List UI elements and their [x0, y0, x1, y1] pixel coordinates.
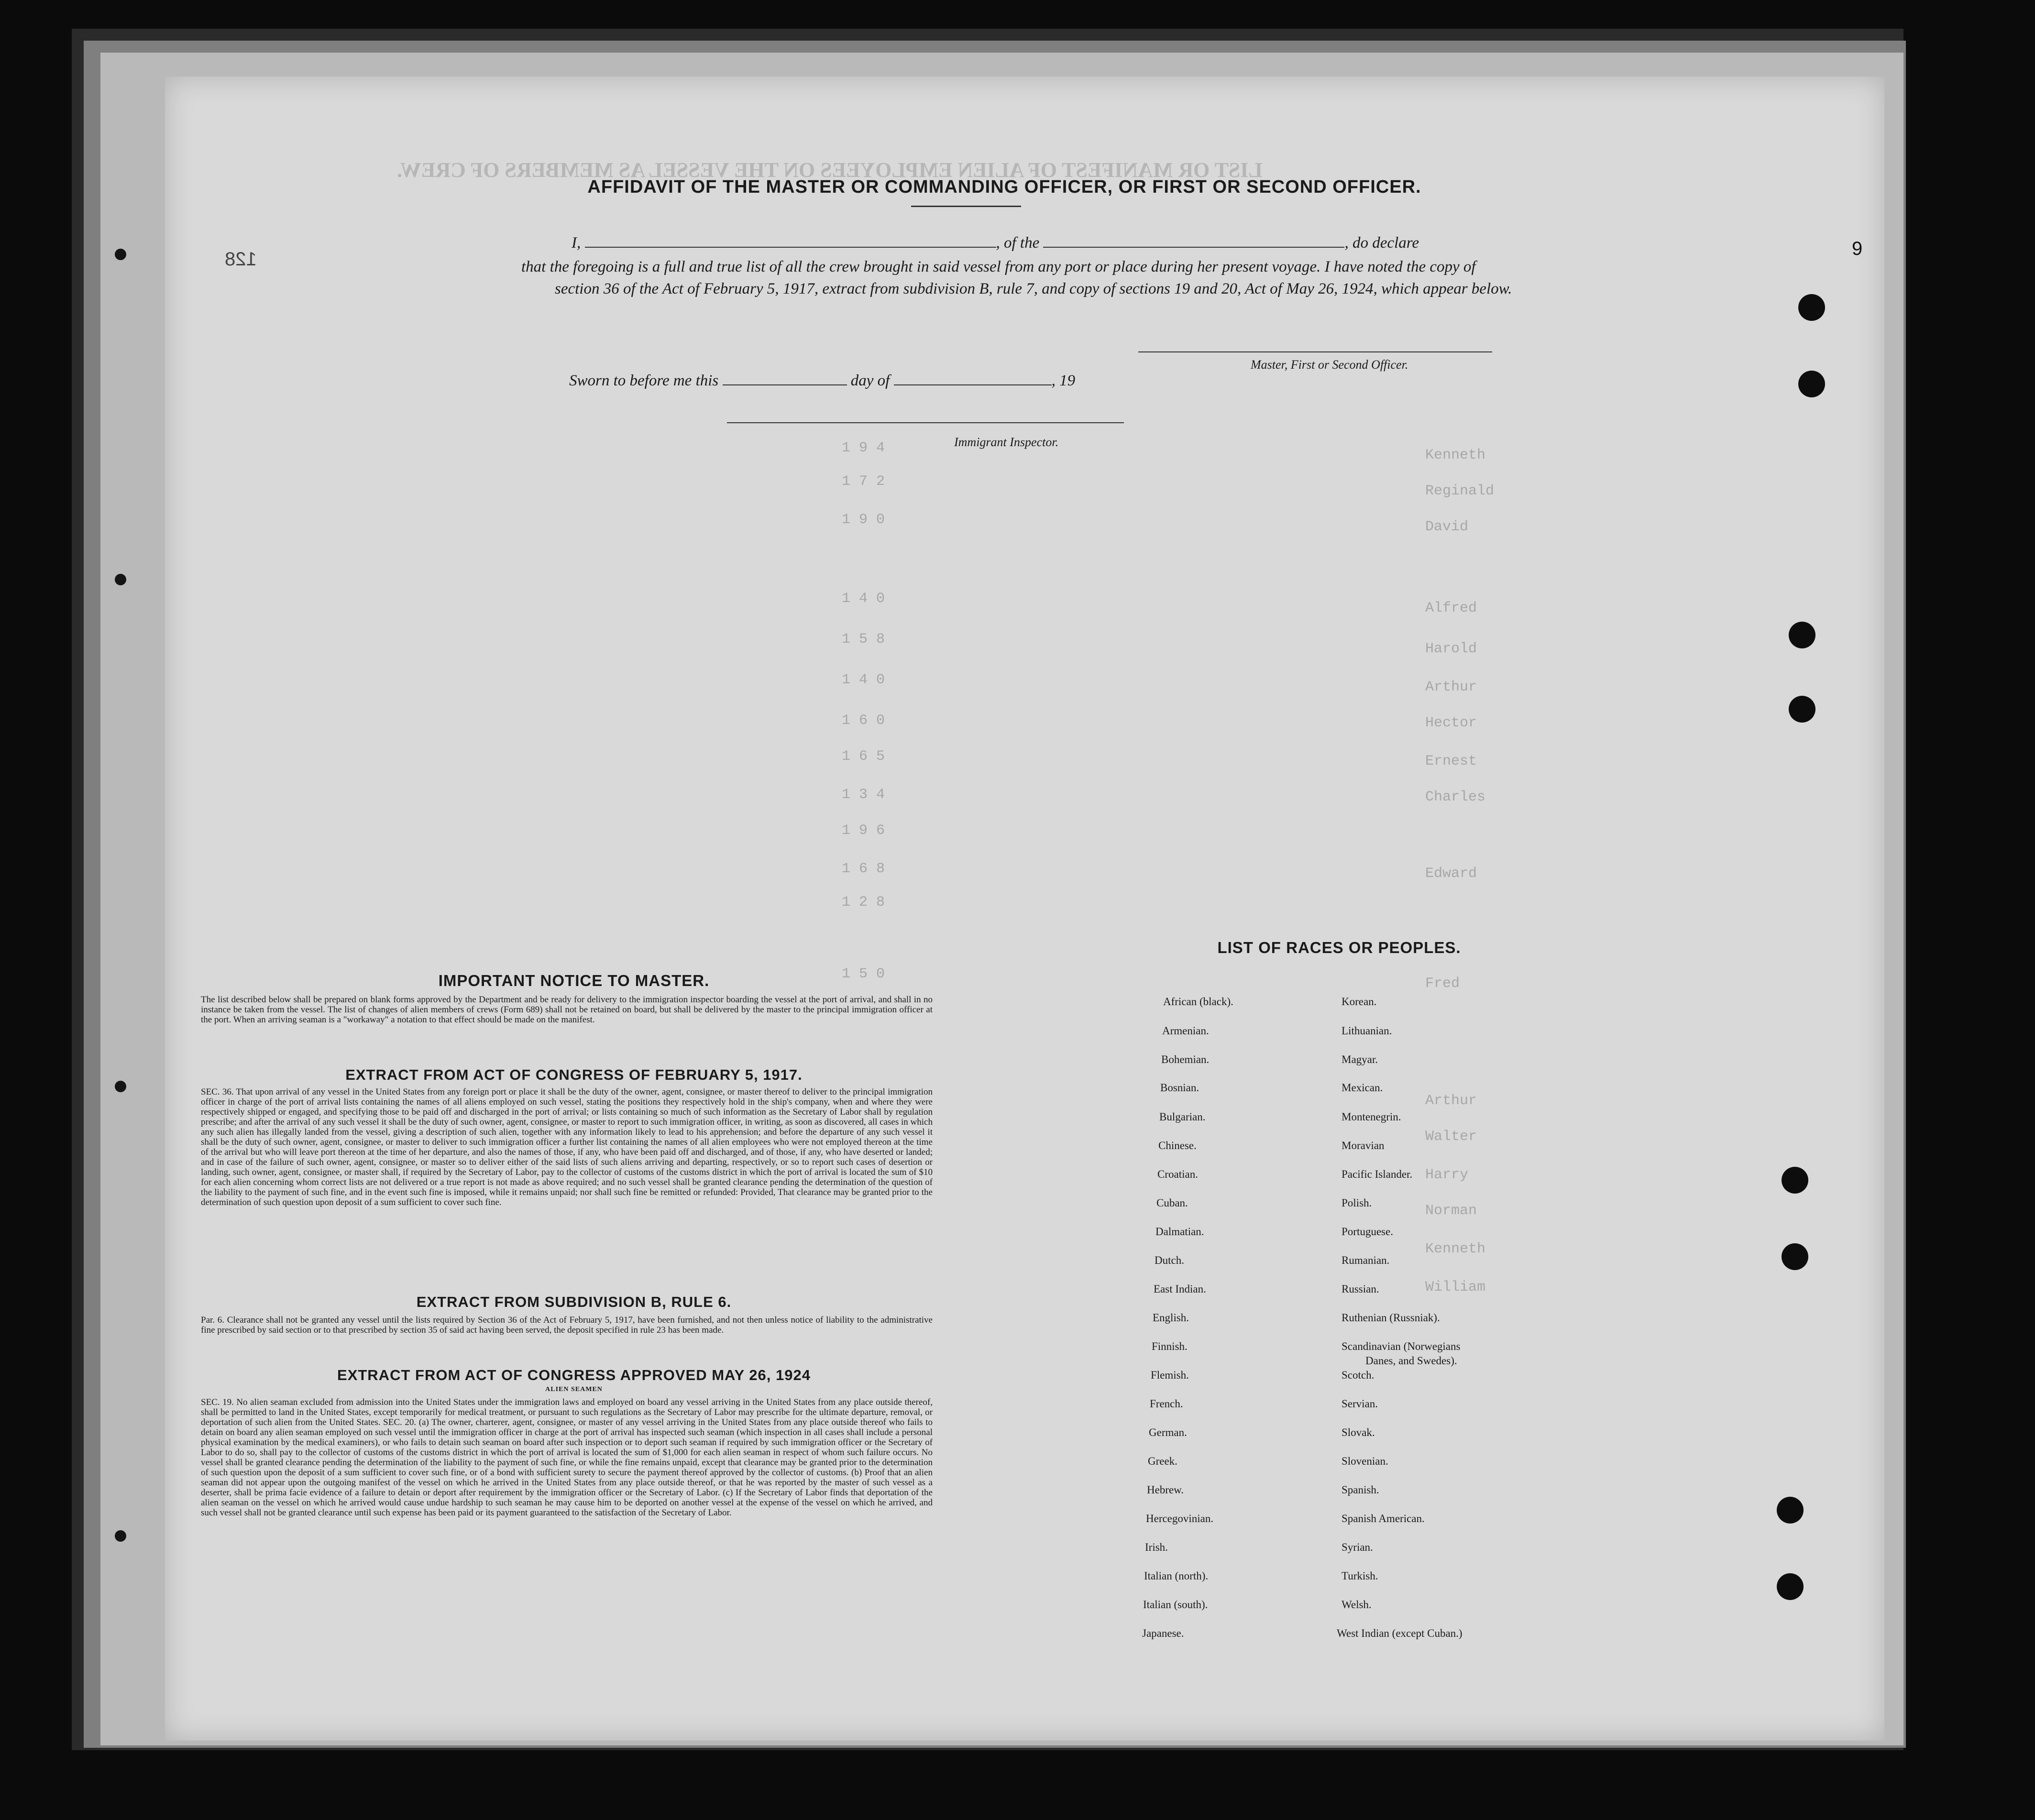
officer-caption: Master, First or Second Officer. — [1251, 358, 1408, 372]
title-divider — [911, 206, 1021, 207]
races-title: LIST OF RACES OR PEOPLES. — [1217, 939, 1461, 956]
bleed-through-name: Harold — [1425, 641, 1477, 657]
sworn-date-blank — [723, 372, 847, 385]
race-item: Lithuanian. — [1342, 1025, 1392, 1037]
race-item: Greek. — [1148, 1455, 1177, 1467]
race-item: Bulgarian. — [1159, 1111, 1206, 1123]
race-item: Cuban. — [1156, 1197, 1188, 1209]
bleed-through-name: Arthur — [1425, 679, 1477, 695]
punch-hole-right — [1798, 294, 1825, 321]
bleed-through-name: Kenneth — [1425, 447, 1486, 463]
bleed-through-age: 1 5 0 — [842, 966, 885, 982]
bleed-through-age: 1 4 0 — [842, 591, 885, 607]
sworn-prefix: Sworn to before me this — [569, 372, 719, 389]
race-item: Dalmatian. — [1155, 1226, 1204, 1238]
bleed-through-age: 1 7 2 — [842, 473, 885, 490]
race-item: Moravian — [1342, 1140, 1385, 1151]
bleed-through-name: Walter — [1425, 1129, 1477, 1145]
extract-1917-text: SEC. 36. That upon arrival of any vessel in the United States from any foreign port or place it shall be the duty of the owner, agent, consignee, or master thereof to deliver to the principal immigration officer in charge of the port of arrival lists containing the names of all aliens employed on such vessel, stating the positions they respectively hold in the ship's company, when and where they were respectively shipped or engaged, and specifying those to be paid off and discharged in the port of arrival; or lists containing so much of such information as the Secretary of Labor shall by regulation prescribe; and after the arrival of any such vessel it shall be the duty of such owner, agent, consignee, or master to report to such immigration officer, in writing, as soon as discovered, all cases in which any such alien has illegally landed from the vessel, giving a description of such alien, together with any information likely to lead to his apprehension; and before the departure of any such vessel it shall be the duty of such owner, agent, consignee, or master to deliver to such immigration officer a further list containing the names of all alien employees who were not employed thereon at the time of the arrival but who will leave port thereon at the time of her departure, and also the names of those, if any, who have been paid off and discharged, and of those, if any, who have deserted or landed; and in case of the failure of such owner, agent, consignee, or master so to deliver either of the said lists of such aliens arriving and departing, respectively, or so to report such cases of desertion or landing, such owner, agent, consignee, or master shall, if required by the Secretary of Labor, pay to the collector of customs of the customs district in which the port of arrival is located the sum of $10 for each alien concerning whom correct lists are not delivered or a true report is not made as above required; and no such vessel shall be granted clearance pending the determination of the question of the liability to the payment of such fine, and in the event such fine is imposed, while it remains unpaid; nor shall such fine be remitted or refunded: Provided, That clearance may be granted prior to the determination of such question upon deposit of a sum sufficient to cover such fine. — [201, 1087, 933, 1207]
race-item: German. — [1149, 1426, 1187, 1438]
bleed-through-age: 1 2 8 — [842, 894, 885, 910]
affidavit-declaration-line — [572, 234, 1419, 252]
race-item: Croatian. — [1157, 1168, 1198, 1180]
affidavit-paragraph: that the foregoing is a full and true list of all the crew brought in said vessel from any port or place during her present voyage. I have noted the copy of section 36 of the Act of February 5, 1917, extract from subdivision B, rule 7, and copy of sections 19 and 20, Act of May 26, 1924, which appear below. — [521, 258, 1512, 297]
punch-hole-right — [1789, 696, 1815, 723]
extract-1924-text: SEC. 19. No alien seaman excluded from admission into the United States under the immigration laws and employed on board any vessel arriving in the United States from any place outside thereof, shall be permitted to land in the United States, except temporarily for medical treatment, or pursuant to such regulations as the Secretary of Labor may prescribe for the ultimate departure, removal, or deportation of such alien from the United States. SEC. 20. (a) The owner, charterer, agent, consignee, or master of any vessel arriving in the United States from any place outside thereof who fails to detain on board any alien seaman employed on such vessel until the immigration officer in charge at the port of arrival has inspected such seaman (which inspection in all cases shall include a personal physical examination by the medical examiners), or who fails to detain such seaman on board after such inspection or to deport such seaman if required by such immigration officer or the Secretary of Labor to do so, shall pay to the collector of customs of the customs district in which the port of arrival is located the sum of $1,000 for each alien seaman in respect of whom such failure occurs. No vessel shall be granted clearance pending the determination of the liability to the payment of such fine, or while the fine remains unpaid, except that clearance may be granted prior to the determination of such question upon the deposit of a sum sufficient to cover such fine, or of a bond with sufficient surety to secure the payment thereof approved by the collector of customs. (b) Proof that an alien seaman did not appear upon the outgoing manifest of the vessel on which he arrived in the United States from any place outside thereof, or that he was reported by the master of such vessel as a deserter, shall be prima facie evidence of a failure to detain or deport after requirement by the immigration officer or the Secretary of Labor. (c) If the Secretary of Labor finds that deportation of the alien seaman on the vessel on which he arrived would cause undue hardship to such seaman he may cause him to be deported on another vessel at the expense of the vessel on which he arrived, and such vessel shall not be granted clearance until such expense has been paid or its payment guaranteed to the satisfaction of the Secretary of Labor. — [201, 1397, 933, 1518]
race-item: Hercegovinian. — [1146, 1513, 1214, 1524]
bleed-through-name: Fred — [1425, 976, 1460, 992]
bleed-through-name: Charles — [1425, 789, 1486, 805]
race-item: Polish. — [1342, 1197, 1372, 1209]
bleed-through-name: Alfred — [1425, 600, 1477, 616]
rule6-text: Par. 6. Clearance shall not be granted any vessel until the lists required by Section 36 of the Act of February 5, 1917, have been furnished, and not then unless notice of liability to the administrative fine prescribed by said section or to that prescribed by section 35 of said act having been served, the deposit specified in rule 23 has been made. — [201, 1315, 933, 1335]
race-item: Bohemian. — [1161, 1053, 1210, 1065]
alien-seamen-subheading: ALIEN SEAMEN — [545, 1386, 603, 1393]
race-item: Armenian. — [1162, 1025, 1209, 1037]
race-item: Welsh. — [1342, 1599, 1372, 1611]
notice-title: IMPORTANT NOTICE TO MASTER. — [438, 972, 710, 989]
sworn-line — [569, 372, 1075, 390]
binder-hole-left — [115, 574, 126, 585]
inspector-signature-line — [727, 422, 1124, 423]
officer-signature-line — [1138, 351, 1492, 352]
affidavit-declare-label: , do declare — [1344, 234, 1419, 252]
bleed-through-name: Ernest — [1425, 753, 1477, 769]
race-item: Rumanian. — [1342, 1254, 1390, 1266]
race-item: Montenegrin. — [1342, 1111, 1401, 1123]
race-item: Slovenian. — [1342, 1455, 1388, 1467]
punch-hole-right — [1789, 622, 1815, 648]
race-item: Servian. — [1342, 1398, 1378, 1410]
race-item: Japanese. — [1142, 1627, 1184, 1639]
extract-1917-title: EXTRACT FROM ACT OF CONGRESS OF FEBRUARY 5, 1917. — [345, 1066, 803, 1083]
race-item: Scandinavian (Norwegians — [1342, 1340, 1461, 1352]
race-item: Flemish. — [1151, 1369, 1189, 1381]
bleed-through-age: 1 9 6 — [842, 822, 885, 839]
sworn-day-of: day of — [850, 372, 890, 389]
punch-hole-right — [1777, 1573, 1804, 1600]
race-item: Dutch. — [1155, 1254, 1184, 1266]
extract-1924-title: EXTRACT FROM ACT OF CONGRESS APPROVED MAY 26, 1924 — [337, 1367, 811, 1383]
race-item: Ruthenian (Russniak). — [1342, 1312, 1440, 1324]
race-item: Bosnian. — [1160, 1082, 1199, 1094]
affidavit-of-the-label: , of the — [996, 234, 1040, 252]
officer-name-blank — [585, 234, 996, 248]
race-item: Russian. — [1342, 1283, 1379, 1295]
race-item: Spanish. — [1342, 1484, 1379, 1496]
sworn-year: , 19 — [1051, 372, 1076, 389]
page-mark: 128 — [225, 249, 257, 270]
bleed-through-name: Hector — [1425, 715, 1477, 731]
sworn-month-blank — [894, 372, 1052, 385]
bleed-through-name: Arthur — [1425, 1093, 1477, 1109]
affidavit-i-label: I, — [572, 234, 581, 252]
bleed-through-name: Kenneth — [1425, 1241, 1486, 1257]
bleed-through-name: David — [1425, 519, 1469, 535]
bleed-through-age: 1 9 0 — [842, 512, 885, 528]
race-item: Finnish. — [1152, 1340, 1188, 1352]
page-mark: 9 — [1852, 238, 1863, 259]
rule6-title: EXTRACT FROM SUBDIVISION B, RULE 6. — [416, 1294, 732, 1310]
inspector-caption: Immigrant Inspector. — [954, 435, 1059, 449]
vessel-name-blank — [1043, 234, 1344, 248]
binder-hole-left — [115, 1530, 126, 1542]
race-item: East Indian. — [1154, 1283, 1206, 1295]
punch-hole-right — [1782, 1243, 1808, 1270]
bleed-through-age: 1 6 0 — [842, 713, 885, 729]
race-item: Syrian. — [1342, 1541, 1373, 1553]
bleed-through-name: Harry — [1425, 1167, 1469, 1183]
bleed-through-age: 1 6 8 — [842, 861, 885, 877]
punch-hole-right — [1777, 1497, 1804, 1524]
race-item: Danes, and Swedes). — [1365, 1355, 1457, 1367]
bleed-through-age: 1 6 5 — [842, 748, 885, 765]
race-item: Chinese. — [1158, 1140, 1197, 1151]
bleed-through-name: Edward — [1425, 866, 1477, 882]
notice-text: The list described below shall be prepared on blank forms approved by the Department and be ready for delivery to the immigration inspector boarding the vessel at the port of arrival, and shall in no instance be taken from the vessel. The list of changes of alien members of crews (Form 689) shall not be retained on board, but shall be delivered by the master to the principal immigration officer at the port. When an arriving seaman is a "workaway" a notation to that effect should be made on the manifest. — [201, 995, 933, 1025]
bleed-through-name: William — [1425, 1279, 1486, 1295]
race-item: Spanish American. — [1342, 1513, 1425, 1524]
bleed-through-age: 1 5 8 — [842, 631, 885, 647]
bleed-through-age: 1 9 4 — [842, 440, 885, 456]
bleed-through-age: 1 3 4 — [842, 787, 885, 803]
binder-hole-left — [115, 1081, 126, 1092]
race-item: Portuguese. — [1342, 1226, 1393, 1238]
race-item: Hebrew. — [1147, 1484, 1184, 1496]
race-item: Scotch. — [1342, 1369, 1375, 1381]
race-item: African (black). — [1163, 996, 1233, 1008]
race-item: Italian (north). — [1144, 1570, 1209, 1582]
race-item: Slovak. — [1342, 1426, 1375, 1438]
affidavit-title: AFFIDAVIT OF THE MASTER OR COMMANDING OFFICER, OR FIRST OR SECOND OFFICER. — [587, 177, 1421, 197]
bleed-through-age: 1 4 0 — [842, 672, 885, 688]
bleed-through-name: Reginald — [1425, 483, 1495, 499]
race-item: West Indian (except Cuban.) — [1337, 1627, 1463, 1639]
punch-hole-right — [1782, 1167, 1808, 1194]
race-item: English. — [1153, 1312, 1189, 1324]
race-item: Pacific Islander. — [1342, 1168, 1413, 1180]
bleed-through-heading: LIST OR MANIFEST OF ALIEN EMPLOYEES ON THE VESSEL AS MEMBERS OF CREW. — [397, 158, 1263, 182]
race-item: French. — [1150, 1398, 1183, 1410]
race-item: Korean. — [1342, 996, 1377, 1008]
race-item: Turkish. — [1342, 1570, 1378, 1582]
race-item: Italian (south). — [1143, 1599, 1208, 1611]
binder-hole-left — [115, 249, 126, 260]
race-item: Mexican. — [1342, 1082, 1383, 1094]
bleed-through-name: Norman — [1425, 1203, 1477, 1219]
punch-hole-right — [1798, 371, 1825, 397]
race-item: Irish. — [1145, 1541, 1168, 1553]
race-item: Magyar. — [1342, 1053, 1378, 1065]
